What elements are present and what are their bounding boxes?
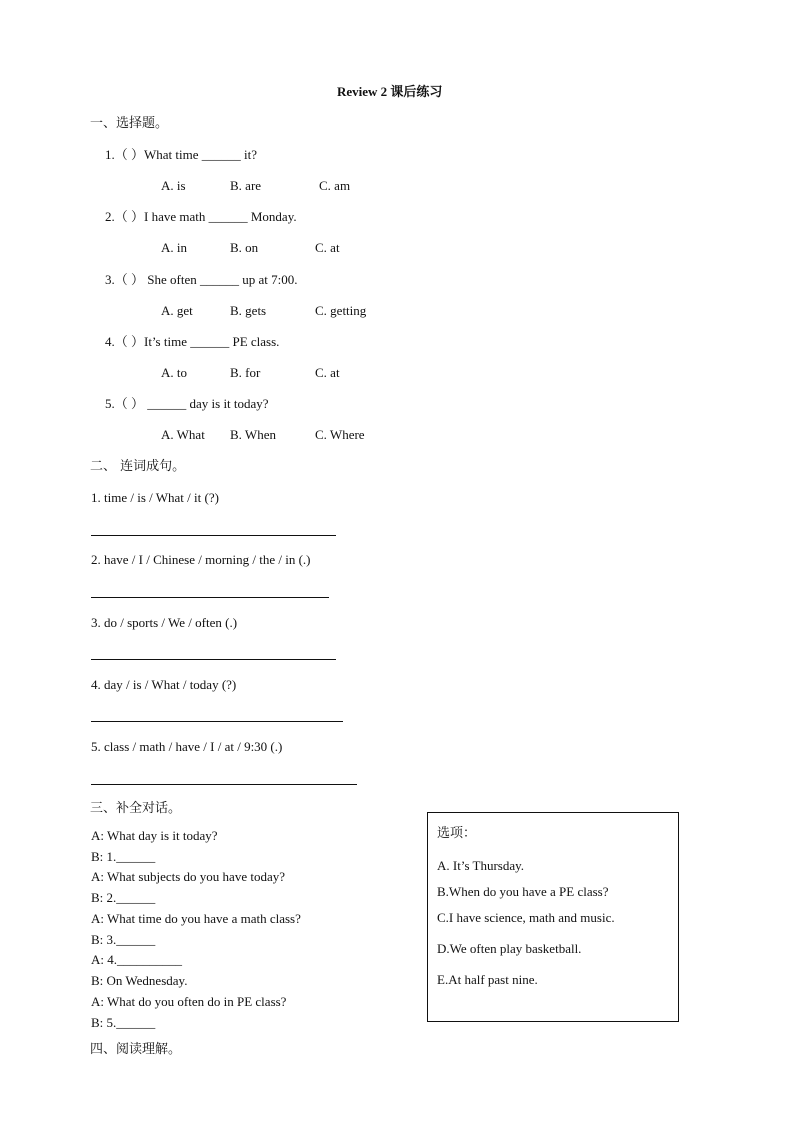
option-c: C.I have science, math and music. (437, 910, 615, 925)
question-1-option-a: A. is (161, 178, 186, 193)
option-b: B.When do you have a PE class? (437, 884, 609, 899)
sentence-item-3: 3. do / sports / We / often (.) (91, 615, 238, 630)
sentence-item-1: 1. time / is / What / it (?) (91, 490, 219, 505)
section-3-heading: 三、补全对话。 (90, 801, 182, 816)
question-1-stem: 1.（ ）What time ______ it? (105, 147, 258, 162)
question-2-option-a: A. in (161, 240, 187, 255)
option-d: D.We often play basketball. (437, 941, 582, 956)
question-5-option-b: B. When (230, 427, 276, 442)
question-2-option-c: C. at (315, 240, 340, 255)
question-4-stem: 4.（ ）It’s time ______ PE class. (105, 334, 280, 349)
option-a: A. It’s Thursday. (437, 858, 525, 873)
dialogue-line-9: A: What do you often do in PE class? (91, 994, 287, 1009)
answer-line-1[interactable] (91, 535, 336, 536)
option-e: E.At half past nine. (437, 972, 538, 987)
options-box (427, 812, 679, 1022)
dialogue-line-2: B: 1.______ (91, 849, 156, 864)
question-5-option-c: C. Where (315, 427, 365, 442)
dialogue-line-4: B: 2.______ (91, 890, 156, 905)
section-1-heading: 一、选择题。 (90, 116, 169, 131)
question-1-option-c: C. am (319, 178, 351, 193)
sentence-item-2: 2. have / I / Chinese / morning / the / in (.) (91, 552, 311, 567)
answer-line-4[interactable] (91, 721, 343, 722)
question-4-option-a: A. to (161, 365, 187, 380)
answer-line-5[interactable] (91, 784, 357, 785)
dialogue-line-1: A: What day is it today? (91, 828, 218, 843)
dialogue-line-3: A: What subjects do you have today? (91, 869, 285, 884)
section-2-heading: 二、 连词成句。 (90, 459, 186, 474)
page-title: Review 2 课后练习 (337, 84, 443, 99)
dialogue-line-10: B: 5.______ (91, 1015, 156, 1030)
question-3-option-a: A. get (161, 303, 193, 318)
answer-line-2[interactable] (91, 597, 329, 598)
dialogue-line-6: B: 3.______ (91, 932, 156, 947)
question-1-option-b: B. are (230, 178, 262, 193)
dialogue-line-8: B: On Wednesday. (91, 973, 188, 988)
dialogue-line-7: A: 4.__________ (91, 952, 182, 967)
sentence-item-4: 4. day / is / What / today (?) (91, 677, 237, 692)
dialogue-line-5: A: What time do you have a math class? (91, 911, 301, 926)
answer-line-3[interactable] (91, 659, 336, 660)
question-4-option-b: B. for (230, 365, 261, 380)
question-3-option-b: B. gets (230, 303, 267, 318)
section-4-heading: 四、阅读理解。 (90, 1042, 182, 1057)
question-2-option-b: B. on (230, 240, 259, 255)
question-4-option-c: C. at (315, 365, 340, 380)
sentence-item-5: 5. class / math / have / I / at / 9:30 (.) (91, 739, 283, 754)
question-5-stem: 5.（ ） ______ day is it today? (105, 396, 269, 411)
question-3-option-c: C. getting (315, 303, 367, 318)
question-3-stem: 3.（ ） She often ______ up at 7:00. (105, 272, 298, 287)
question-5-option-a: A. What (161, 427, 205, 442)
options-heading: 选项： (437, 826, 477, 841)
question-2-stem: 2.（ ）I have math ______ Monday. (105, 209, 297, 224)
